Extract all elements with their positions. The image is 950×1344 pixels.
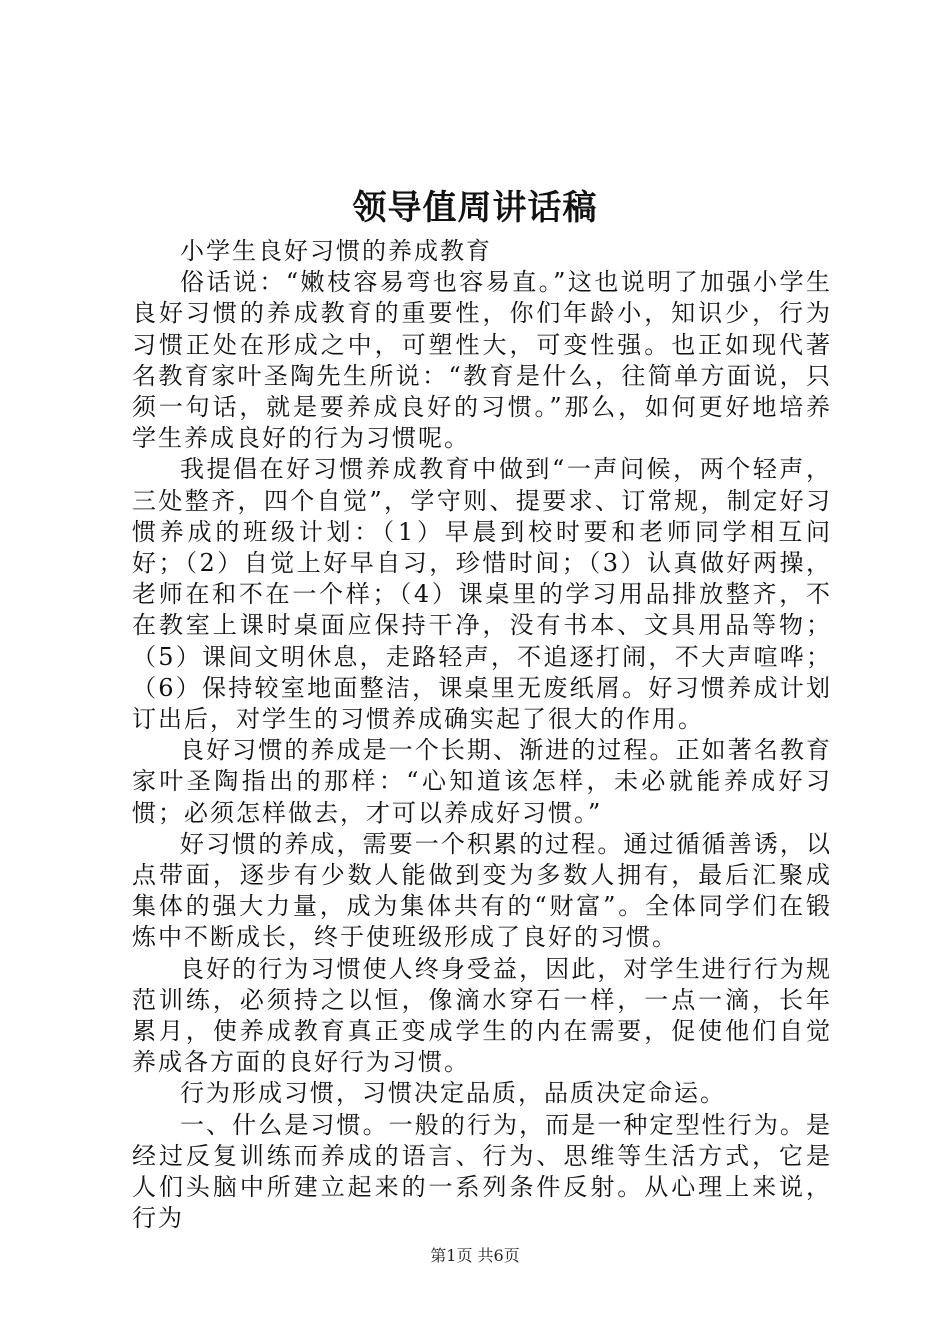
paragraph: 我提倡在好习惯养成教育中做到“一声问候，两个轻声，三处整齐，四个自觉”，学守则、提要求、订常规，制定好习惯养成的班级计划：（1）早晨到校时要和老师同学相互问好；（2）自觉上好早自习，珍惜时间；（3）认真做好两操，老师在和不在一个样；（4）课桌里的学习用品排放整齐，不在教室上课时桌面应保持干净，没有书本、文具用品等物；（5）课间文明休息，走路轻声，不追逐打闹，不大声喧哗；（6）保持较室地面整洁，课桌里无废纸屑。好习惯养成计划订出后，对学生的习惯养成确实起了很大的作用。 bbox=[132, 455, 832, 734]
paragraph: 良好的行为习惯使人终身受益，因此，对学生进行行为规范训练，必须持之以恒，像滴水穿石一样，一点一滴，长年累月，使养成教育真正变成学生的内在需要，促使他们自觉养成各方面的良好行为习惯。 bbox=[132, 954, 832, 1077]
paragraph: 好习惯的养成，需要一个积累的过程。通过循循善诱，以点带面，逐步有少数人能做到变为多数人拥有，最后汇聚成集体的强大力量，成为集体共有的“财富”。全体同学们在锻炼中不断成长，终于使班级形成了良好的习惯。 bbox=[132, 829, 832, 952]
paragraph-subtitle: 小学生良好习惯的养成教育 bbox=[180, 237, 492, 265]
paragraph: 良好习惯的养成是一个长期、渐进的过程。正如著名教育家叶圣陶指出的那样：“心知道该怎样，未必就能养成好习惯；必须怎样做去，才可以养成好习惯。” bbox=[132, 736, 832, 827]
page-number-footer: 第1页 共6页 bbox=[430, 1246, 520, 1265]
document-body bbox=[132, 236, 832, 1235]
paragraph: 俗话说：“嫩枝容易弯也容易直。”这也说明了加强小学生良好习惯的养成教育的重要性，你们年龄小，知识少，行为习惯正处在形成之中，可塑性大，可变性强。也正如现代著名教育家叶圣陶先生所说：“教育是什么，往简单方面说，只须一句话，就是要养成良好的习惯。”那么，如何更好地培养学生养成良好的行为习惯呢。 bbox=[132, 268, 832, 453]
document-title: 领导值周讲话稿 bbox=[352, 188, 598, 228]
paragraph: 一、什么是习惯。一般的行为，而是一种定型性行为。是经过反复训练而养成的语言、行为、思维等生活方式，它是人们头脑中所建立起来的一系列条件反射。从心理上来说，行为 bbox=[132, 1110, 832, 1233]
paragraph: 行为形成习惯，习惯决定品质，品质决定命运。 bbox=[180, 1079, 726, 1108]
